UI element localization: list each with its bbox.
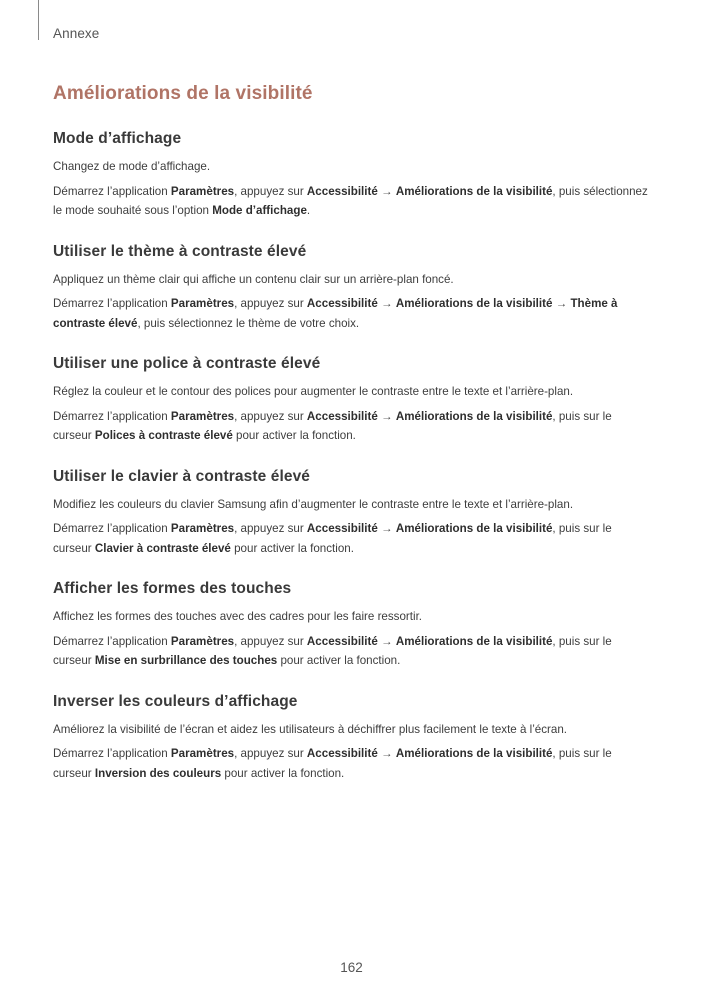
instruction-text: pour activer la fonction. bbox=[230, 541, 354, 555]
section-heading: Utiliser une police à contraste élevé bbox=[53, 355, 321, 372]
section-heading: Afficher les formes des touches bbox=[53, 580, 292, 597]
section-instructions bbox=[53, 744, 653, 783]
section-invert-colors bbox=[53, 693, 653, 784]
section-instructions bbox=[53, 632, 653, 671]
instruction-text: , appuyez sur bbox=[234, 409, 307, 423]
instruction-emphasis: Paramètres bbox=[170, 184, 235, 198]
instruction-emphasis: Polices à contraste élevé bbox=[94, 429, 233, 442]
section-high-contrast-theme bbox=[53, 243, 653, 334]
page-margin-rule bbox=[38, 0, 39, 40]
section-intro: Changez de mode d’affichage. bbox=[53, 160, 211, 173]
section-intro: Affichez les formes des touches avec des cadres pour les faire ressortir. bbox=[53, 610, 423, 623]
instruction-text: , appuyez sur bbox=[234, 184, 307, 198]
arrow-separator: → bbox=[377, 634, 396, 648]
section-display-mode bbox=[53, 130, 653, 221]
instruction-emphasis: Accessibilité bbox=[306, 747, 378, 760]
section-instructions bbox=[53, 294, 653, 333]
instruction-text: . bbox=[306, 204, 311, 217]
instruction-emphasis: Paramètres bbox=[170, 409, 235, 423]
instruction-emphasis: Paramètres bbox=[170, 747, 235, 760]
instruction-emphasis: Améliorations de la visibilité bbox=[395, 522, 553, 535]
instruction-emphasis: Paramètres bbox=[170, 297, 235, 310]
instruction-emphasis: Améliorations de la visibilité bbox=[395, 634, 553, 648]
instruction-text: , puis sélectionnez le thème de votre choix. bbox=[137, 316, 360, 330]
page-title: Améliorations de la visibilité bbox=[53, 83, 313, 104]
arrow-separator: → bbox=[377, 747, 396, 760]
instruction-emphasis: Accessibilité bbox=[306, 297, 378, 310]
section-instructions bbox=[53, 407, 653, 446]
instruction-emphasis: Améliorations de la visibilité bbox=[395, 409, 553, 423]
instruction-emphasis: Thème à contraste élevé bbox=[53, 297, 618, 330]
instruction-emphasis: Clavier à contraste élevé bbox=[94, 541, 231, 555]
instruction-emphasis: Améliorations de la visibilité bbox=[395, 297, 553, 310]
instruction-text: Démarrez l’application bbox=[53, 409, 171, 423]
instruction-text: Démarrez l’application bbox=[53, 522, 171, 535]
instruction-emphasis: Accessibilité bbox=[306, 184, 378, 198]
section-heading: Inverser les couleurs d’affichage bbox=[53, 692, 298, 710]
section-heading: Utiliser le clavier à contraste élevé bbox=[53, 467, 311, 485]
instruction-text: Démarrez l’application bbox=[53, 747, 171, 760]
instruction-text: Démarrez l’application bbox=[53, 184, 171, 198]
instruction-emphasis: Inversion des couleurs bbox=[94, 766, 222, 780]
section-high-contrast-keyboard bbox=[53, 468, 653, 559]
section-instructions bbox=[53, 519, 653, 558]
instruction-text: , appuyez sur bbox=[234, 747, 307, 760]
instruction-text: , puis sur le curseur bbox=[53, 747, 612, 780]
section-instructions bbox=[53, 182, 653, 221]
instruction-emphasis: Mode d’affichage bbox=[212, 204, 307, 217]
arrow-separator: → bbox=[377, 297, 396, 310]
instruction-text: Démarrez l’application bbox=[53, 634, 171, 648]
arrow-separator: → bbox=[377, 409, 396, 423]
instruction-text: pour activer la fonction. bbox=[277, 654, 401, 667]
section-heading: Utiliser le thème à contraste élevé bbox=[53, 242, 307, 260]
section-intro: Appliquez un thème clair qui affiche un contenu clair sur un arrière-plan foncé. bbox=[53, 272, 454, 286]
instruction-emphasis: Mise en surbrillance des touches bbox=[94, 654, 278, 667]
instruction-emphasis: Accessibilité bbox=[306, 409, 378, 423]
section-key-shapes bbox=[53, 580, 653, 671]
instruction-emphasis: Accessibilité bbox=[306, 522, 378, 535]
section-heading: Mode d’affichage bbox=[53, 130, 182, 147]
section-intro: Améliorez la visibilité de l’écran et aidez les utilisateurs à déchiffrer plus facilement le texte à l’écran. bbox=[53, 722, 568, 736]
instruction-text: , appuyez sur bbox=[234, 522, 307, 535]
instruction-text: , appuyez sur bbox=[234, 634, 307, 648]
instruction-text: , puis sur le curseur bbox=[53, 522, 612, 555]
instruction-emphasis: Paramètres bbox=[170, 634, 235, 648]
instruction-text: pour activer la fonction. bbox=[221, 766, 345, 780]
instruction-emphasis: Paramètres bbox=[170, 522, 235, 535]
instruction-text: , puis sélectionnez le mode souhaité sous l’option bbox=[53, 184, 648, 217]
section-high-contrast-font bbox=[53, 355, 653, 446]
instruction-text: , appuyez sur bbox=[234, 297, 307, 310]
arrow-separator: → bbox=[377, 184, 396, 198]
instruction-emphasis: Accessibilité bbox=[306, 634, 378, 648]
instruction-text: pour activer la fonction. bbox=[232, 429, 356, 442]
instruction-text: , puis sur le curseur bbox=[53, 409, 612, 442]
arrow-separator: → bbox=[377, 522, 396, 535]
instruction-emphasis: Améliorations de la visibilité bbox=[395, 747, 553, 760]
page-number: 162 bbox=[340, 960, 363, 975]
instruction-text: Démarrez l’application bbox=[53, 297, 171, 310]
page-content bbox=[53, 130, 653, 805]
instruction-emphasis: Améliorations de la visibilité bbox=[395, 184, 553, 198]
instruction-text: , puis sur le curseur bbox=[53, 634, 612, 667]
arrow-separator: → bbox=[552, 297, 571, 310]
section-intro: Modifiez les couleurs du clavier Samsung afin d’augmenter le contraste entre le texte et l’arrière-plan. bbox=[53, 497, 574, 511]
section-intro: Réglez la couleur et le contour des polices pour augmenter le contraste entre le texte et l’arrière-plan. bbox=[53, 385, 574, 398]
section-label: Annexe bbox=[53, 26, 100, 41]
